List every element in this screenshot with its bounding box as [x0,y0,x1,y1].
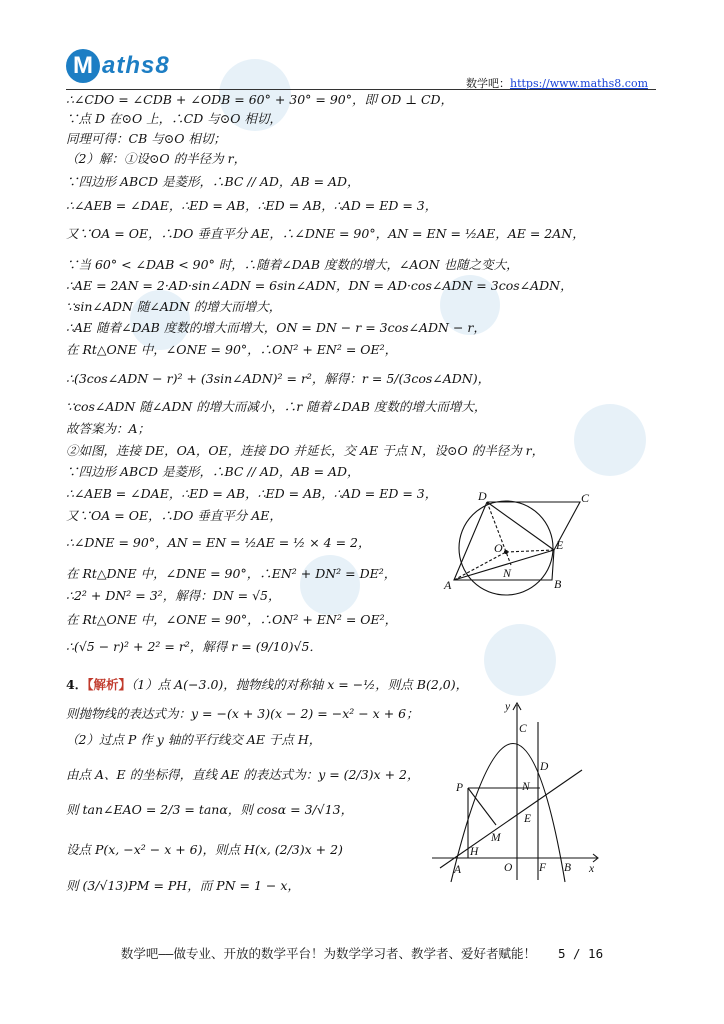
text-line: 故答案为：A； [66,421,151,436]
fig2-label: F [539,862,547,874]
question-4-header [66,677,468,693]
text-line: （2）解：①设⊙O 的半径为 r， [66,151,247,166]
text-line: 则 tan∠EAO = 2/3 = tanα，则 cosα = 3/√13， [66,802,354,817]
text-line: 在 Rt△DNE 中，∠DNE = 90°，∴EN² + DN² = DE²， [66,566,397,581]
page-number: 5 / 16 [557,946,604,961]
text-line: ∴AE = 2AN = 2·AD·sin∠ADN = 6sin∠ADN，DN = AD·cos∠ADN = 3cos∠ADN， [66,278,573,293]
question-number: 4． [66,677,88,692]
text-line: ∴∠AEB = ∠DAE，∴ED = AB，∴ED = AB，∴AD = ED = 3， [66,486,438,501]
text-line: ∵四边形 ABCD 是菱形，∴BC // AD，AB = AD， [66,174,360,189]
page-footer [0,944,724,962]
text-line: ∵sin∠ADN 随∠ADN 的增大而增大， [66,299,282,314]
text-line: ∵cos∠ADN 随∠ADN 的增大而减小，∴r 随着∠DAB 度数的增大而增大， [66,399,487,414]
fig1-label: B [554,577,562,591]
text-line: 设点 P(x, −x² − x + 6)，则点 H(x, (2/3)x + 2) [66,842,343,857]
fig1-label: C [581,491,590,505]
fig2-label: O [504,862,513,874]
text-line: 又∵OA = OE，∴DO 垂直平分 AE， [66,508,282,523]
fig2-label: x [589,863,595,875]
text-line: （2）过点 P 作 y 轴的平行线交 AE 于点 H， [66,732,322,747]
text-line: （1）点 A(−3.0)，抛物线的对称轴 x = −½，则点 B(2,0)， [130,677,469,692]
header-divider [66,89,656,90]
fig2-label: P [456,782,464,794]
fig2-label: C [519,723,527,735]
parabola-figure [432,700,607,885]
fig1-label: D [478,490,487,503]
text-line: ∴AE 随着∠DAB 度数的增大而增大，ON = DN − r = 3cos∠ADN − r， [66,320,486,335]
fig2-label: H [470,846,479,858]
fig2-label: D [540,761,549,773]
fig2-label: E [524,813,532,825]
text-line: ∴∠DNE = 90°，AN = EN = ½AE = ½ × 4 = 2， [66,535,371,550]
text-line: ∴2² + DN² = 3²，解得：DN = √5， [66,588,281,603]
site-link[interactable]: https://www.maths8.com [509,77,648,90]
text-line: ∴∠AEB = ∠DAE，∴ED = AB，∴ED = AB，∴AD = ED = 3， [66,198,438,213]
center-point [504,550,508,554]
fig2-label: y [505,701,511,713]
text-line: 在 Rt△ONE 中，∠ONE = 90°，∴ON² + EN² = OE²， [66,612,398,627]
footer-slogan: 数学吧——做专业、开放的数学平台！为数学学习者、教学者、爱好者赋能！ [120,946,536,961]
maths8-logo [66,49,170,83]
text-line: ②如图，连接 DE，OA，OE，连接 DO 并延长，交 AE 于点 N，设⊙O 的半径为 r， [66,443,545,458]
fig2-label: N [522,781,530,793]
text-line: 在 Rt△ONE 中，∠ONE = 90°，∴ON² + EN² = OE²， [66,342,398,357]
text-line: ∵四边形 ABCD 是菱形，∴BC // AD，AB = AD， [66,464,360,479]
segment-oa [454,552,506,580]
circle-rhombus-figure [442,490,592,600]
text-line: ∴(3cos∠ADN − r)² + (3sin∠ADN)² = r²，解得：r = 5/(3cos∠ADN)， [66,371,491,386]
fig2-label: M [491,832,501,844]
fig1-label: N [503,566,512,580]
text-line: 则抛物线的表达式为：y = −(x + 3)(x − 2) = −x² − x + 6； [66,706,419,721]
text-line: 由点 A、E 的坐标得，直线 AE 的表达式为：y = (2/3)x + 2， [66,767,420,782]
logo-text: aths8 [102,52,170,79]
text-line: 则 (3/√13)PM = PH，而 PN = 1 − x， [66,878,300,893]
logo-badge: M [66,49,100,83]
fig1-label: O [494,541,503,555]
text-line: 同理可得：CB 与⊙O 相切； [66,131,226,146]
text-line: ∵点 D 在⊙O 上，∴CD 与⊙O 相切， [66,111,282,126]
fig1-label: E [556,538,564,552]
fig2-label: B [564,862,572,874]
site-label: 数学吧： [465,77,510,90]
fig2-label: A [454,864,462,876]
text-line: 又∵OA = OE，∴DO 垂直平分 AE，∴∠DNE = 90°，AN = EN = ½AE，AE = 2AN， [66,226,585,241]
text-line: ∵当 60° < ∠DAB < 90° 时，∴随着∠DAB 度数的增大，∠AON 也随之变大， [66,257,519,272]
fig1-label: A [444,578,452,592]
text-line: ∴(√5 − r)² + 2² = r²，解得 r = (9/10)√5． [66,639,322,654]
text-line: ∴∠CDO = ∠CDB + ∠ODB = 60° + 30° = 90°，即 OD ⊥ CD， [66,92,454,107]
analysis-tag: 【解析】 [87,677,131,692]
